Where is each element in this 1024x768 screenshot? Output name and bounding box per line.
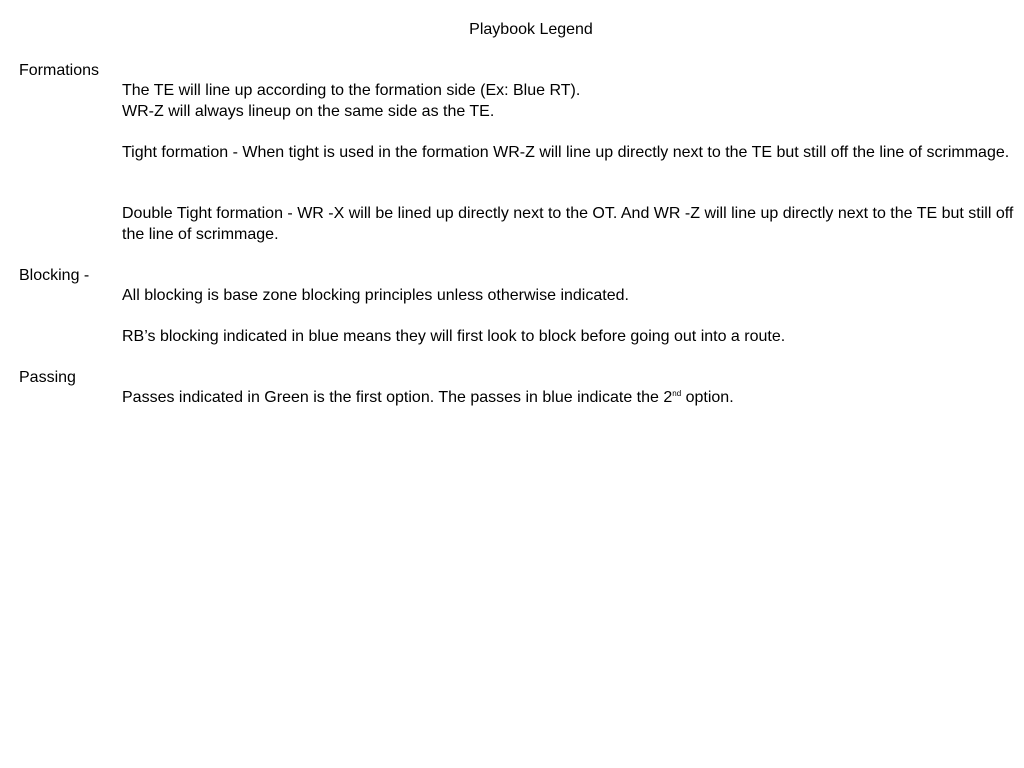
double-tight-formation-text: Double Tight formation - WR -X will be lined up directly next to the OT. And WR -Z will line up directly next to the TE but still off the line of scrimmage.: [122, 205, 1014, 243]
formations-heading: Formations: [19, 62, 100, 79]
passing-ordinal-suffix: nd: [672, 389, 682, 398]
passing-text-end: option.: [681, 389, 734, 406]
passing-text-main: Passes indicated in Green is the first option. The passes in blue indicate the 2: [122, 389, 673, 406]
blocking-line-1: All blocking is base zone blocking principles unless otherwise indicated.: [122, 287, 629, 304]
tight-formation-text: Tight formation - When tight is used in the formation WR-Z will line up directly next to the TE but still off the line of scrimmage.: [122, 144, 1010, 161]
formations-line-2: WR-Z will always lineup on the same side as the TE.: [122, 103, 495, 120]
blocking-heading: Blocking -: [19, 267, 90, 284]
passing-heading: Passing: [19, 369, 76, 386]
page-title: Playbook Legend: [469, 21, 593, 38]
passing-text: [122, 388, 1022, 409]
formations-line-1: The TE will line up according to the formation side (Ex: Blue RT).: [122, 82, 581, 99]
blocking-line-2: RB’s blocking indicated in blue means they will first look to block before going out into a route.: [122, 328, 786, 345]
